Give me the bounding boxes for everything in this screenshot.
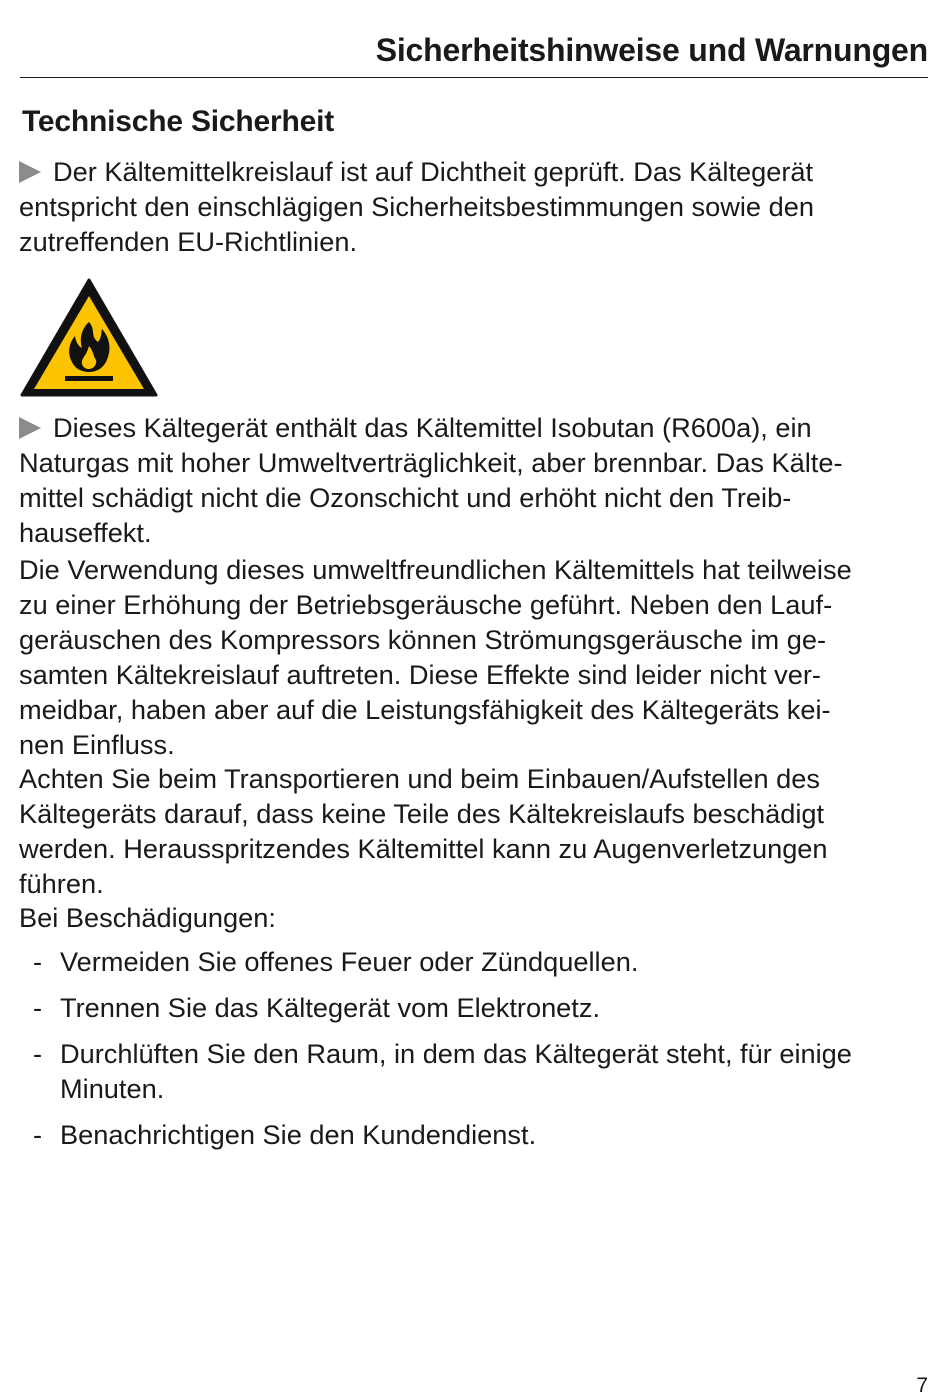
paragraph-noise: Die Verwendung dieses umweltfreundlichen Kältemittels hat teilweise zu einer Erhöhung der Betriebsgeräusche geführt. Neben den Lauf- geräuschen des Kompressors können Strömungsgeräusche im ge- samten Kältekreislauf auftreten. Diese Effekte sind leider nicht ver- meidbar, haben aber auf die Leistungsfähigkeit des Kältegeräts kei- nen Einfluss. xyxy=(19,554,852,760)
paragraph-damage-intro: Bei Beschädigungen: xyxy=(19,902,276,933)
list-item-text: Durchlüften Sie den Raum, in dem das Kältegerät steht, für einige Minuten. xyxy=(60,1037,852,1104)
paragraph-leak-tested xyxy=(19,155,934,260)
flammable-warning-icon xyxy=(20,278,158,398)
paragraph-isobutane-text: Dieses Kältegerät enthält das Kältemittel Isobutan (R600a), ein Naturgas mit hoher Umweltverträglichkeit, aber brennbar. Das Kälte- mittel schädigt nicht die Ozonschicht und erhöht nicht den Treib- hauseffekt. xyxy=(19,412,843,548)
bullet-arrow-icon xyxy=(19,161,41,183)
list-item xyxy=(0,1037,930,1107)
list-dash: - xyxy=(33,1118,43,1150)
page-title: Sicherheitshinweise und Warnungen xyxy=(375,32,928,68)
list-dash: - xyxy=(33,1037,43,1069)
paragraph-leak-tested-text: Der Kältemittelkreislauf ist auf Dichtheit geprüft. Das Kältegerät entspricht den einschlägigen Sicherheitsbestimmungen sowie den zutreffenden EU-Richtlinien. xyxy=(19,156,814,257)
list-item xyxy=(0,1118,930,1153)
list-item-text: Trennen Sie das Kältegerät vom Elektronetz. xyxy=(60,991,601,1023)
list-item xyxy=(0,945,930,980)
list-item-text: Vermeiden Sie offenes Feuer oder Zündquellen. xyxy=(60,946,639,977)
list-item-text: Benachrichtigen Sie den Kundendienst. xyxy=(60,1118,537,1150)
list-dash: - xyxy=(33,946,43,977)
page-number: 7 xyxy=(916,1374,928,1397)
paragraph-isobutane xyxy=(19,411,934,551)
section-title: Technische Sicherheit xyxy=(22,105,335,138)
paragraph-transport: Achten Sie beim Transportieren und beim Einbauen/Aufstellen des Kältegeräts darauf, dass keine Teile des Kältekreislaufs beschädigt werden. Herausspritzendes Kältemittel kann zu Augenverletzungen führen. xyxy=(19,763,828,899)
damage-actions-list xyxy=(0,945,930,1164)
list-dash: - xyxy=(33,991,43,1023)
list-item xyxy=(0,991,930,1026)
page-header xyxy=(20,26,928,78)
flame-base-line xyxy=(65,376,113,381)
bullet-arrow-icon xyxy=(19,417,41,439)
